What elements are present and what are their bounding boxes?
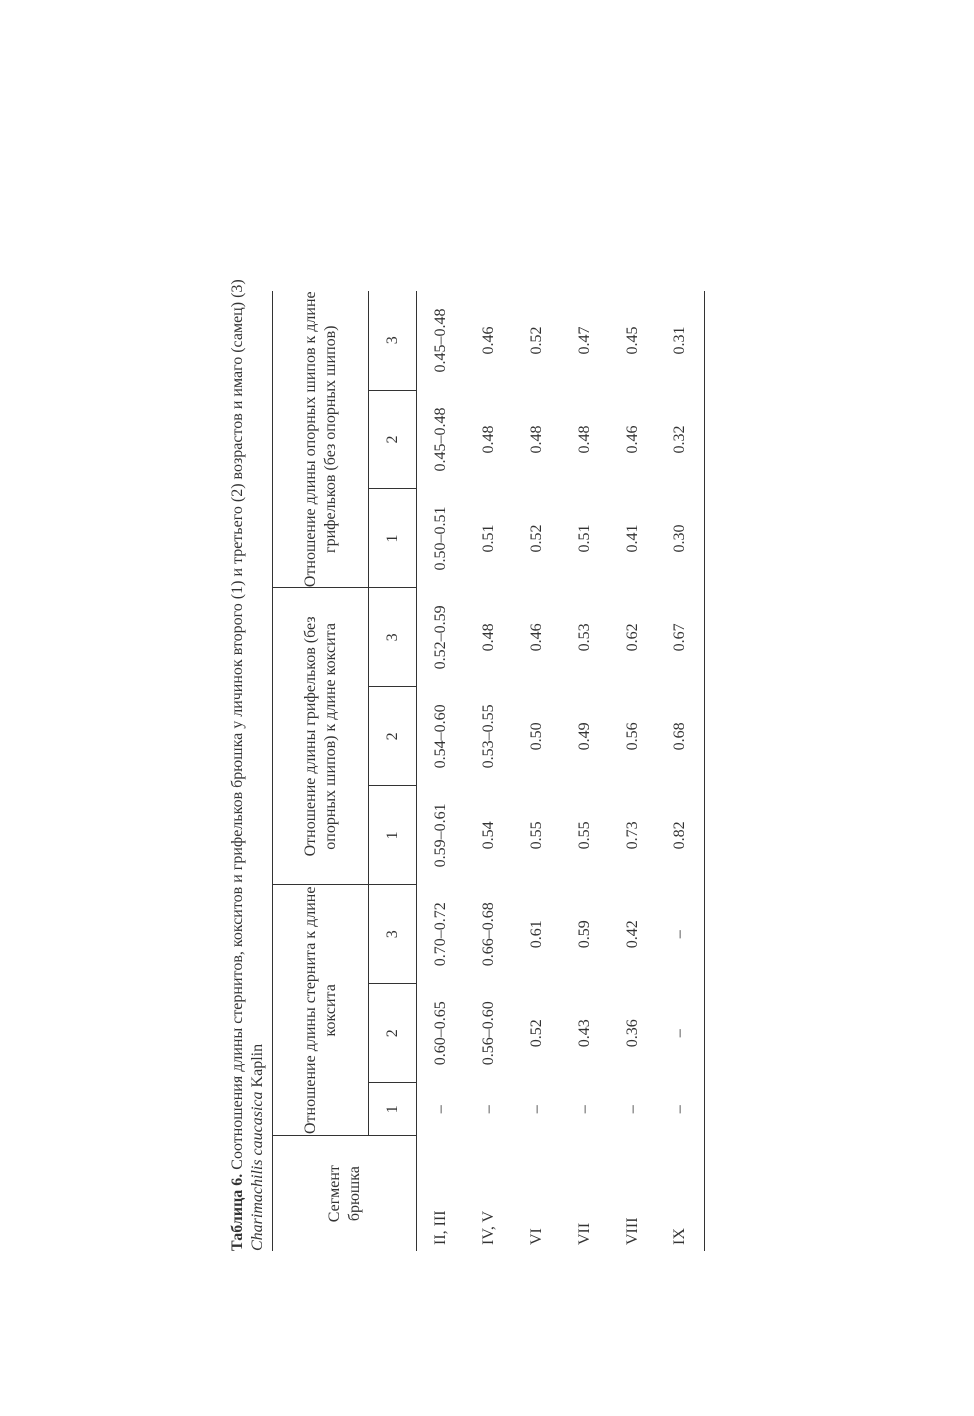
value-cell: – xyxy=(527,1105,545,1114)
segment-cell: VIII xyxy=(623,1217,641,1245)
value-cell: 0.32 xyxy=(657,390,705,489)
value-cell: 0.46 xyxy=(623,425,641,454)
segment-cell: IX xyxy=(657,1136,705,1251)
table-row xyxy=(465,291,513,1251)
value-cell: – xyxy=(657,984,705,1083)
value-cell: 0.45 xyxy=(623,326,641,355)
subheader-3: 3 xyxy=(369,291,417,390)
table-row xyxy=(417,291,465,1251)
value-cell: 0.50–0.51 xyxy=(431,506,449,571)
value-cell: 0.82 xyxy=(657,786,705,885)
value-cell: 0.52–0.59 xyxy=(431,605,449,670)
value-cell: 0.67 xyxy=(657,588,705,687)
segment-cell: VII xyxy=(575,1222,593,1245)
caption-species: Charimachilis caucasica xyxy=(249,1091,266,1251)
subheader-3: 3 xyxy=(369,588,417,687)
value-cell: – xyxy=(657,1083,705,1136)
value-cell: 0.48 xyxy=(479,623,497,652)
table-caption xyxy=(228,241,268,1251)
value-cell: 0.52 xyxy=(527,524,545,553)
value-cell: – xyxy=(623,1105,641,1114)
header-segment: Сегмент брюшка xyxy=(273,1136,417,1251)
value-cell: 0.70–0.72 xyxy=(431,902,449,967)
value-cell: – xyxy=(657,885,705,984)
subheader-2: 2 xyxy=(369,390,417,489)
value-cell: 0.30 xyxy=(657,489,705,588)
value-cell: 0.51 xyxy=(575,524,593,553)
value-cell: 0.54–0.60 xyxy=(431,704,449,769)
segment-cell: VI xyxy=(527,1228,545,1245)
value-cell: 0.47 xyxy=(575,326,593,355)
value-cell: 0.45–0.48 xyxy=(431,308,449,373)
value-cell: – xyxy=(431,1105,449,1114)
value-cell: 0.31 xyxy=(657,291,705,390)
subheader-1: 1 xyxy=(369,489,417,588)
value-cell: 0.56–0.60 xyxy=(479,1001,497,1066)
value-cell: 0.68 xyxy=(657,687,705,786)
value-cell: 0.46 xyxy=(527,623,545,652)
value-cell: 0.48 xyxy=(575,425,593,454)
table-row xyxy=(609,291,657,1251)
value-cell: 0.53–0.55 xyxy=(479,704,497,769)
value-cell: – xyxy=(575,1105,593,1114)
segment-cell: II, III xyxy=(431,1210,449,1245)
value-cell: 0.61 xyxy=(527,920,545,949)
value-cell: 0.56 xyxy=(623,722,641,751)
subheader-3: 3 xyxy=(369,885,417,984)
value-cell: 0.45–0.48 xyxy=(431,407,449,472)
segment-cell: IV, V xyxy=(479,1210,497,1245)
value-cell: 0.50 xyxy=(527,722,545,751)
value-cell: 0.55 xyxy=(575,821,593,850)
table-row xyxy=(657,291,705,1251)
value-cell: 0.46 xyxy=(479,326,497,355)
subheader-2: 2 xyxy=(369,687,417,786)
caption-author: Kaplin xyxy=(249,1043,266,1092)
value-cell: 0.54 xyxy=(479,821,497,850)
value-cell: 0.51 xyxy=(479,524,497,553)
caption-label: Таблица 6. xyxy=(229,1173,246,1251)
value-cell: 0.48 xyxy=(479,425,497,454)
rotated-page xyxy=(0,281,974,1321)
value-cell: 0.43 xyxy=(575,1019,593,1048)
value-cell: 0.41 xyxy=(623,524,641,553)
value-cell: – xyxy=(479,1105,497,1114)
subheader-2: 2 xyxy=(369,984,417,1083)
value-cell: 0.55 xyxy=(527,821,545,850)
value-cell: 0.62 xyxy=(623,623,641,652)
data-table xyxy=(272,291,705,1251)
subheader-1: 1 xyxy=(369,1083,417,1136)
value-cell: 0.73 xyxy=(623,821,641,850)
value-cell: 0.36 xyxy=(623,1019,641,1048)
value-cell: 0.66–0.68 xyxy=(479,902,497,967)
value-cell: 0.52 xyxy=(527,326,545,355)
value-cell: 0.53 xyxy=(575,623,593,652)
caption-text: Соотношения длины стернитов, кокситов и грифельков брюшка у личинок второго (1) и третьего (2) возрастов и имаго (самец) (3) xyxy=(229,279,246,1174)
value-cell: 0.59–0.61 xyxy=(431,803,449,868)
value-cell: 0.60–0.65 xyxy=(431,1001,449,1066)
value-cell: 0.49 xyxy=(575,722,593,751)
subheader-1: 1 xyxy=(369,786,417,885)
header-group-stylus: Отношение длины грифельков (без опорных шипов) к длине коксита xyxy=(273,588,369,885)
table-row xyxy=(513,291,561,1251)
header-group-spines: Отношение длины опорных шипов к длине грифельков (без опорных шипов) xyxy=(273,291,369,588)
value-cell: 0.42 xyxy=(623,920,641,949)
value-cell: 0.59 xyxy=(575,920,593,949)
value-cell: 0.48 xyxy=(527,425,545,454)
value-cell: 0.52 xyxy=(527,1019,545,1048)
table-row xyxy=(561,291,609,1251)
header-group-sternite: Отношение длины стернита к длине коксита xyxy=(273,885,369,1136)
